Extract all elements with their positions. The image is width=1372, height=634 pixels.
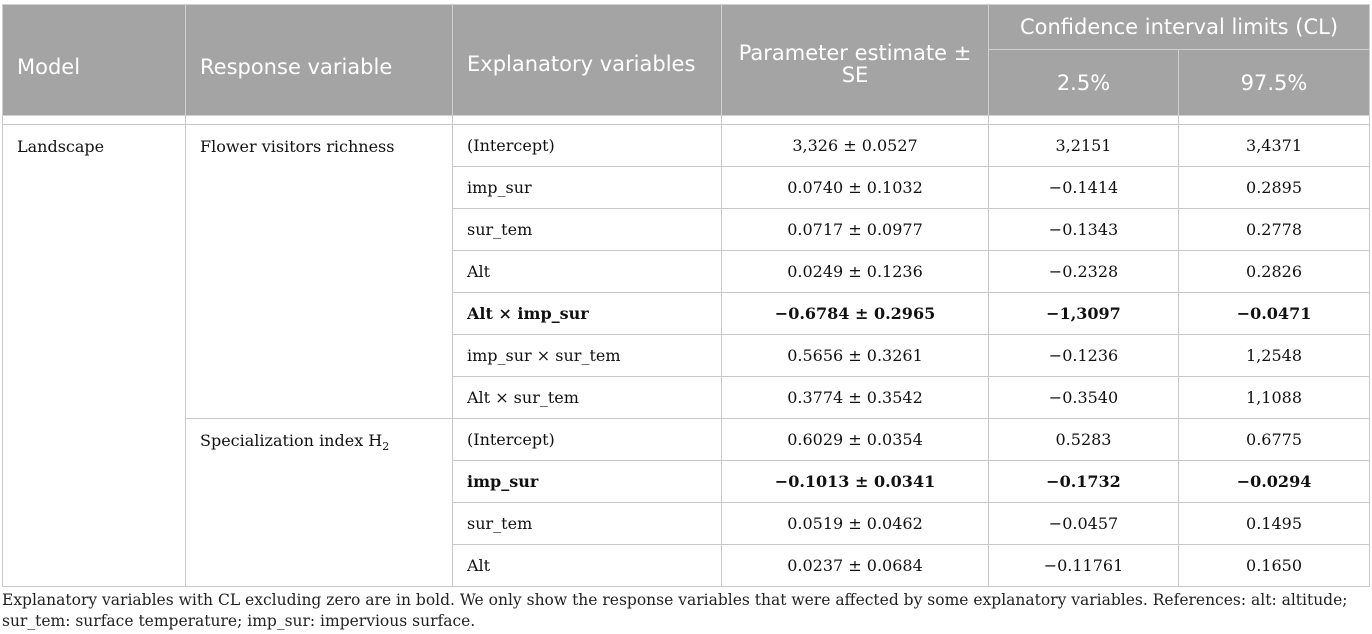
estimate-cell: 0.0237 ± 0.0684 xyxy=(722,545,989,587)
explanatory-variable-cell: sur_tem xyxy=(453,209,722,251)
table-header xyxy=(3,5,1370,116)
explanatory-variable-cell: Alt xyxy=(453,545,722,587)
explanatory-variable-cell: sur_tem xyxy=(453,503,722,545)
explanatory-variable-cell: Alt × imp_sur xyxy=(453,293,722,335)
ci-high-cell: 0.2778 xyxy=(1179,209,1370,251)
estimate-cell: 3,326 ± 0.0527 xyxy=(722,125,989,167)
response-variable-subscript: 2 xyxy=(382,440,390,454)
header-ci-high: 97.5% xyxy=(1179,50,1370,116)
estimate-cell: 0.0249 ± 0.1236 xyxy=(722,251,989,293)
ci-low-cell: −0.11761 xyxy=(989,545,1179,587)
estimate-cell: 0.5656 ± 0.3261 xyxy=(722,335,989,377)
estimate-cell: 0.0740 ± 0.1032 xyxy=(722,167,989,209)
ci-low-cell: −0.3540 xyxy=(989,377,1179,419)
ci-high-cell: 3,4371 xyxy=(1179,125,1370,167)
ci-low-cell: −1,3097 xyxy=(989,293,1179,335)
response-variable-label: Specialization index H xyxy=(200,431,383,450)
ci-low-cell: −0.1343 xyxy=(989,209,1179,251)
ci-low-cell: −0.0457 xyxy=(989,503,1179,545)
table-body xyxy=(3,116,1370,587)
header-parameter-estimate: Parameter estimate ± SE xyxy=(722,5,989,116)
explanatory-variable-cell: Alt × sur_tem xyxy=(453,377,722,419)
explanatory-variable-cell: imp_sur × sur_tem xyxy=(453,335,722,377)
ci-high-cell: 0.6775 xyxy=(1179,419,1370,461)
header-response-variable: Response variable xyxy=(186,5,453,116)
estimate-cell: 0.6029 ± 0.0354 xyxy=(722,419,989,461)
ci-low-cell: −0.1236 xyxy=(989,335,1179,377)
ci-high-cell: 0.1495 xyxy=(1179,503,1370,545)
explanatory-variable-cell: imp_sur xyxy=(453,167,722,209)
response-variable-label: Flower visitors richness xyxy=(200,137,395,156)
estimate-cell: 0.3774 ± 0.3542 xyxy=(722,377,989,419)
estimate-cell: 0.0717 ± 0.0977 xyxy=(722,209,989,251)
header-explanatory-variables: Explanatory variables xyxy=(453,5,722,116)
ci-high-cell: 0.2895 xyxy=(1179,167,1370,209)
estimate-cell: −0.1013 ± 0.0341 xyxy=(722,461,989,503)
response-variable-cell xyxy=(186,125,453,419)
response-variable-cell xyxy=(186,419,453,587)
header-ci-low: 2.5% xyxy=(989,50,1179,116)
ci-low-cell: −0.2328 xyxy=(989,251,1179,293)
table-row xyxy=(3,419,1370,461)
ci-low-cell: 0.5283 xyxy=(989,419,1179,461)
ci-high-cell: −0.0471 xyxy=(1179,293,1370,335)
results-table xyxy=(2,4,1370,587)
ci-low-cell: −0.1414 xyxy=(989,167,1179,209)
explanatory-variable-cell: imp_sur xyxy=(453,461,722,503)
ci-high-cell: −0.0294 xyxy=(1179,461,1370,503)
model-cell: Landscape xyxy=(3,125,186,587)
ci-low-cell: 3,2151 xyxy=(989,125,1179,167)
estimate-cell: −0.6784 ± 0.2965 xyxy=(722,293,989,335)
ci-high-cell: 0.2826 xyxy=(1179,251,1370,293)
table-footnote: Explanatory variables with CL excluding zero are in bold. We only show the response variables that were affected by some explanatory variables. References: alt: altitude; sur_tem: surface temperature; imp_sur: impervious surface. xyxy=(2,591,1348,630)
estimate-cell: 0.0519 ± 0.0462 xyxy=(722,503,989,545)
table-row xyxy=(3,125,1370,167)
ci-high-cell: 0.1650 xyxy=(1179,545,1370,587)
header-confidence-interval: Confidence interval limits (CL) xyxy=(989,5,1370,50)
ci-high-cell: 1,2548 xyxy=(1179,335,1370,377)
header-model: Model xyxy=(3,5,186,116)
explanatory-variable-cell: (Intercept) xyxy=(453,125,722,167)
explanatory-variable-cell: (Intercept) xyxy=(453,419,722,461)
ci-high-cell: 1,1088 xyxy=(1179,377,1370,419)
ci-low-cell: −0.1732 xyxy=(989,461,1179,503)
explanatory-variable-cell: Alt xyxy=(453,251,722,293)
